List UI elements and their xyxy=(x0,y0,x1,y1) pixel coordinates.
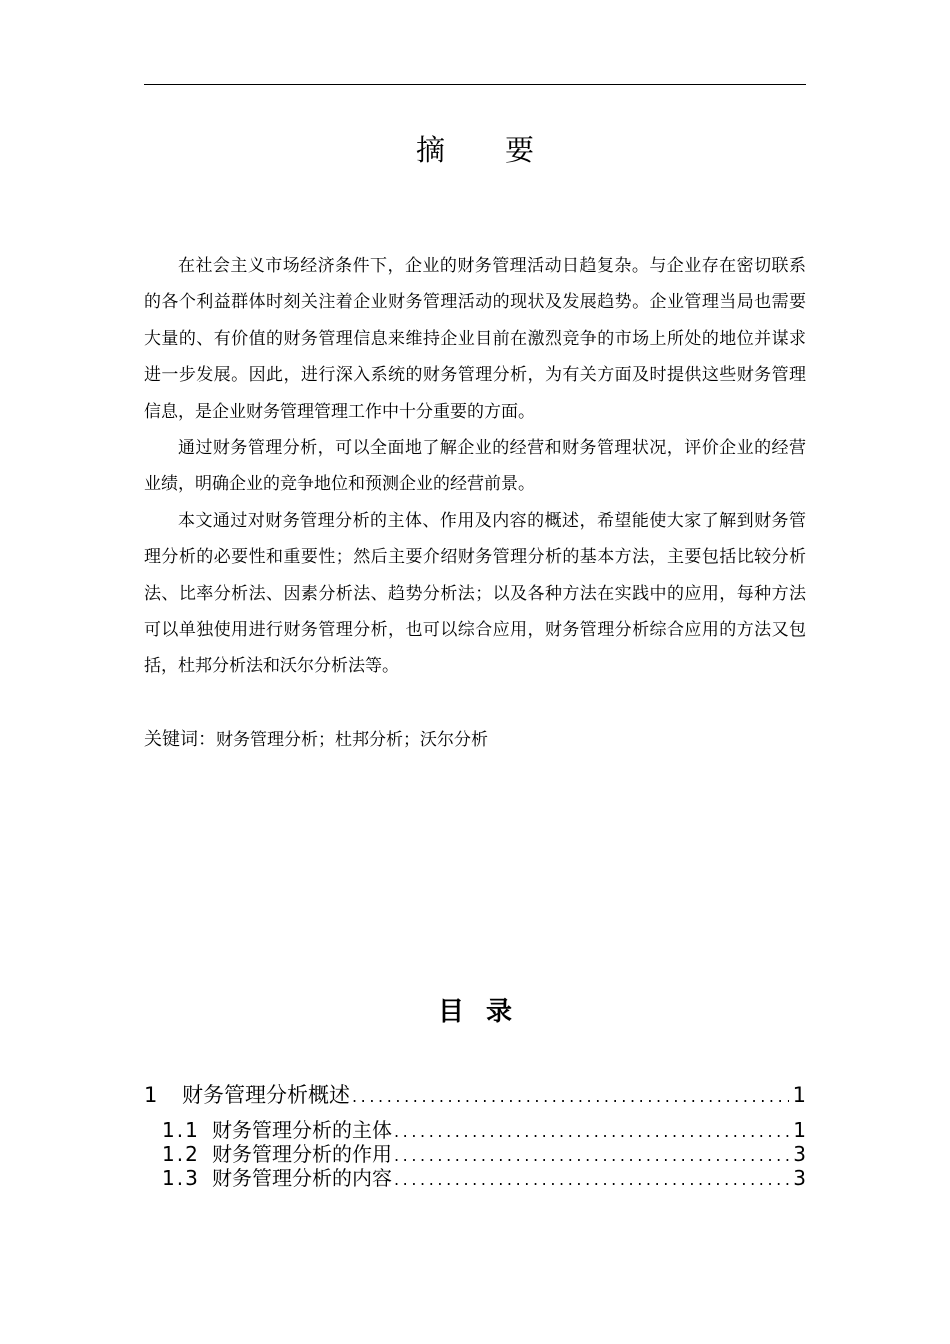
toc-entry-1-3[interactable] xyxy=(144,1166,806,1190)
toc-entry-title: 财务管理分析的内容 xyxy=(212,1166,392,1190)
abstract-paragraph: 通过财务管理分析，可以全面地了解企业的经营和财务管理状况，评价企业的经营业绩，明确企业的竞争地位和预测企业的经营前景。 xyxy=(144,438,806,495)
keywords-line xyxy=(144,724,806,756)
abstract-paragraph: 在社会主义市场经济条件下，企业的财务管理活动日趋复杂。与企业存在密切联系的各个利益群体时刻关注着企业财务管理活动的现状及发展趋势。企业管理当局也需要大量的、有价值的财务管理信息来维持企业目前在激烈竞争的市场上所处的地位并谋求进一步发展。因此，进行深入系统的财务管理分析，为有关方面及时提供这些财务管理信息，是企业财务管理管理工作中十分重要的方面。 xyxy=(144,256,806,422)
table-of-contents xyxy=(144,1076,806,1190)
keywords-label: 关键词： xyxy=(144,729,216,750)
toc-entry-1[interactable] xyxy=(144,1076,806,1114)
header-rule xyxy=(144,84,806,85)
toc-entry-page: 1 xyxy=(792,1083,806,1107)
toc-entry-title: 财务管理分析概述 xyxy=(182,1083,350,1107)
toc-title: 目录 xyxy=(437,997,534,1027)
abstract-title: 摘要 xyxy=(415,133,594,167)
toc-dot-leader xyxy=(352,1078,789,1116)
toc-entry-title: 财务管理分析的主体 xyxy=(212,1118,392,1142)
toc-entry-page: 3 xyxy=(793,1142,806,1166)
toc-entry-page: 1 xyxy=(793,1118,806,1142)
toc-entry-1-1[interactable] xyxy=(144,1118,806,1142)
toc-entry-number: 1.3 xyxy=(162,1166,200,1190)
abstract-paragraph: 本文通过对财务管理分析的主体、作用及内容的概述，希望能使大家了解到财务管理分析的必要性和重要性；然后主要介绍财务管理分析的基本方法，主要包括比较分析法、比率分析法、因素分析法、趋势分析法；以及各种方法在实践中的应用，每种方法可以单独使用进行财务管理分析，也可以综合应用，财务管理分析综合应用的方法又包括，杜邦分析法和沃尔分析法等。 xyxy=(144,510,806,677)
toc-entry-number: 1.2 xyxy=(162,1142,200,1166)
toc-entry-number: 1.1 xyxy=(162,1118,200,1142)
toc-entry-page: 3 xyxy=(793,1166,806,1190)
toc-entry-1-2[interactable] xyxy=(144,1142,806,1166)
abstract-body xyxy=(144,248,806,685)
toc-dot-leader xyxy=(394,1168,789,1192)
toc-dot-leader xyxy=(394,1144,789,1168)
toc-dot-leader xyxy=(394,1120,789,1144)
toc-entry-number: 1 xyxy=(144,1083,160,1107)
keywords-text: 财务管理分析；杜邦分析；沃尔分析 xyxy=(216,730,488,750)
toc-entry-title: 财务管理分析的作用 xyxy=(212,1142,392,1166)
